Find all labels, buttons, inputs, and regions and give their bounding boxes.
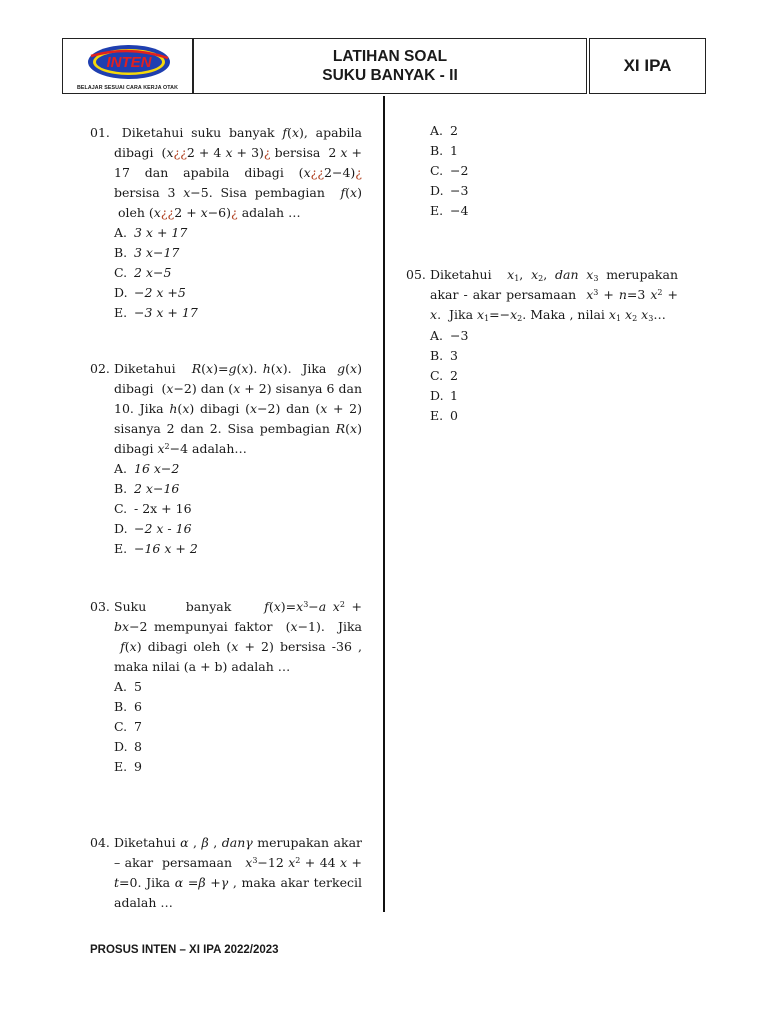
class-label: XI IPA	[623, 56, 672, 75]
option-d[interactable]: D. −3	[430, 183, 469, 198]
column-divider	[383, 96, 385, 912]
title-line-1: LATIHAN SOAL	[332, 48, 448, 65]
option-list	[114, 677, 142, 777]
option-c[interactable]: C. 7	[114, 719, 142, 734]
option-list	[114, 459, 198, 559]
option-a[interactable]: A. 3 x + 17	[114, 225, 188, 240]
option-e[interactable]: E. 0	[430, 408, 458, 423]
option-d[interactable]: D. −2 x +5	[114, 285, 186, 300]
option-b[interactable]: B. 2 x−16	[114, 481, 180, 496]
question-number: 03.	[90, 599, 110, 614]
question-text: Diketahui $x_1$, $x_2$, dan $x_3$ merupakan akar - akar persamaan $x^3 + n=3$ $x^2 + x$. Jika $x_1=-x_2$. Maka , nilai $x_1$ $x_2$ $x_3\dots$	[430, 267, 679, 323]
option-d[interactable]: D. 1	[430, 388, 458, 403]
option-c[interactable]: C. - 2x + 16	[114, 501, 192, 516]
question-text: Diketahui suku banyak f(x), apabila dibagi (x¿¿2 + 4 x + 3)¿ bersisa 2 x + 17 dan apabila dibagi (x¿¿2−4)¿ bersisa 3 x−5. Sisa pembagian f(x) oleh (x¿¿2 + x−6)¿ adalah …	[114, 125, 363, 220]
option-list	[114, 223, 198, 323]
option-c[interactable]: C. 2 x−5	[114, 265, 172, 280]
option-e[interactable]: E. 9	[114, 759, 142, 774]
option-a[interactable]: A. −3	[430, 328, 469, 343]
option-list	[430, 326, 468, 426]
option-a[interactable]: A. 16 x−2	[114, 461, 180, 476]
question-number: 05.	[406, 267, 426, 282]
question-text: Suku banyak $f(x)=x^3-a$ $x^2 + bx-2$ mempunyai faktor (x−1). Jika f(x) dibagi oleh (x + 2) bersisa -36 , maka nilai (a + b) adalah …	[114, 599, 362, 674]
inten-logo	[85, 43, 173, 83]
question-text: Diketahui α , β , danγ merupakan akar – akar persamaan $x^3-12$ $x^2 + 44$ x + t=0. Jika α =β +γ , maka akar terkecil adalah …	[114, 835, 362, 910]
page-footer: PROSUS INTEN – XI IPA 2022/2023	[90, 944, 279, 956]
option-e[interactable]: E. −4	[430, 203, 469, 218]
option-c[interactable]: C. −2	[430, 163, 469, 178]
class-box	[589, 38, 706, 94]
option-list	[430, 121, 468, 221]
option-a[interactable]: A. 2	[430, 123, 458, 138]
logo-tagline: BELAJAR SESUAI CARA KERJA OTAK	[76, 85, 179, 91]
option-e[interactable]: E. −16 x + 2	[114, 541, 198, 556]
logo-box	[62, 38, 193, 94]
option-b[interactable]: B. 3	[430, 348, 458, 363]
option-c[interactable]: C. 2	[430, 368, 458, 383]
question-number: 02.	[90, 361, 110, 376]
title-line-2: SUKU BANYAK - II	[322, 67, 458, 84]
question-text: Diketahui R(x)=g(x). h(x). Jika g(x) dibagi (x−2) dan (x + 2) sisanya 6 dan 10. Jika h(x) dibagi (x−2) dan (x + 2) sisanya 2 dan 2. Sisa pembagian R(x) dibagi $x^2-4$ adalah…	[114, 361, 362, 456]
option-b[interactable]: B. 1	[430, 143, 458, 158]
option-a[interactable]: A. 5	[114, 679, 142, 694]
option-e[interactable]: E. −3 x + 17	[114, 305, 198, 320]
question-number: 04.	[90, 835, 110, 850]
option-d[interactable]: D. −2 x - 16	[114, 521, 192, 536]
question-number: 01.	[90, 125, 110, 140]
title-box	[193, 38, 587, 94]
option-d[interactable]: D. 8	[114, 739, 142, 754]
option-b[interactable]: B. 3 x−17	[114, 245, 180, 260]
option-b[interactable]: B. 6	[114, 699, 142, 714]
logo-text: INTEN	[106, 54, 152, 71]
